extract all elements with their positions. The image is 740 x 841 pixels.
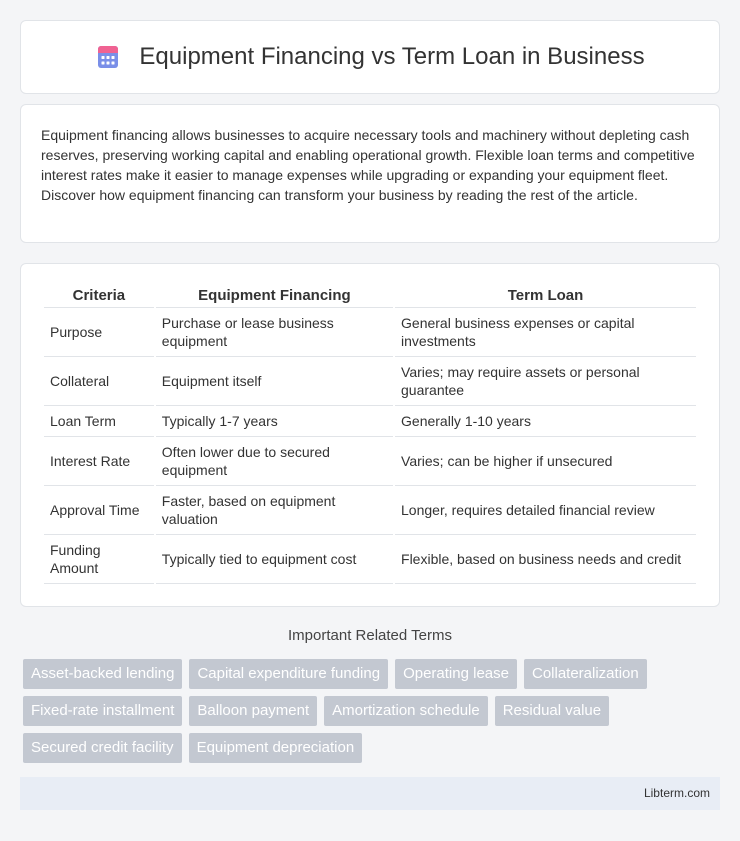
related-term-tag[interactable]: Secured credit facility: [23, 733, 182, 763]
intro-card: [20, 104, 720, 243]
related-term-tag[interactable]: Operating lease: [395, 659, 517, 689]
table-cell: Equipment itself: [156, 357, 393, 406]
table-row: [44, 535, 696, 584]
related-term-tag[interactable]: Amortization schedule: [324, 696, 488, 726]
table-cell: Flexible, based on business needs and credit: [395, 535, 696, 584]
intro-text: Equipment financing allows businesses to acquire necessary tools and machinery without depleting cash reserves, preserving working capital and enabling operational growth. Flexible loan terms and competitive interest rates make it easier to manage expenses while upgrading or expanding your equipment fleet. Discover how equipment financing can transform your business by reading the rest of the article.: [41, 127, 695, 203]
table-cell: Typically tied to equipment cost: [156, 535, 393, 584]
related-term-tag[interactable]: Fixed-rate installment: [23, 696, 182, 726]
header-card: [20, 20, 720, 94]
table-cell: Faster, based on equipment valuation: [156, 486, 393, 535]
related-term-tag[interactable]: Balloon payment: [189, 696, 317, 726]
calculator-icon: [95, 44, 121, 70]
header-equipment-financing: Equipment Financing: [156, 282, 393, 308]
table-cell: Loan Term: [44, 406, 154, 437]
related-terms-list: [23, 659, 723, 763]
table-cell: Purchase or lease business equipment: [156, 308, 393, 357]
related-term-tag[interactable]: Capital expenditure funding: [189, 659, 388, 689]
table-row: [44, 406, 696, 437]
table-cell: Generally 1-10 years: [395, 406, 696, 437]
table-cell: Varies; can be higher if unsecured: [395, 437, 696, 486]
related-term-tag[interactable]: Asset-backed lending: [23, 659, 182, 689]
footer-site-link[interactable]: Libterm.com: [643, 786, 710, 800]
header-term-loan: Term Loan: [395, 282, 696, 308]
related-terms-title: Important Related Terms: [288, 627, 452, 644]
table-header-row: [44, 282, 696, 308]
table-cell: Funding Amount: [44, 535, 154, 584]
related-term-tag[interactable]: Residual value: [495, 696, 609, 726]
table-row: [44, 308, 696, 357]
table-row: [44, 357, 696, 406]
table-cell: Purpose: [44, 308, 154, 357]
table-row: [44, 486, 696, 535]
footer: [20, 777, 720, 810]
table-cell: General business expenses or capital investments: [395, 308, 696, 357]
comparison-table-card: [20, 263, 720, 607]
table-cell: Varies; may require assets or personal guarantee: [395, 357, 696, 406]
table-cell: Interest Rate: [44, 437, 154, 486]
table-cell: Often lower due to secured equipment: [156, 437, 393, 486]
page-title: Equipment Financing vs Term Loan in Business: [139, 43, 645, 70]
table-cell: Approval Time: [44, 486, 154, 535]
table-cell: Typically 1-7 years: [156, 406, 393, 437]
table-row: [44, 437, 696, 486]
comparison-table: [42, 282, 698, 584]
related-term-tag[interactable]: Collateralization: [524, 659, 647, 689]
table-cell: Longer, requires detailed financial review: [395, 486, 696, 535]
related-term-tag[interactable]: Equipment depreciation: [189, 733, 363, 763]
header-criteria: Criteria: [44, 282, 154, 308]
table-cell: Collateral: [44, 357, 154, 406]
